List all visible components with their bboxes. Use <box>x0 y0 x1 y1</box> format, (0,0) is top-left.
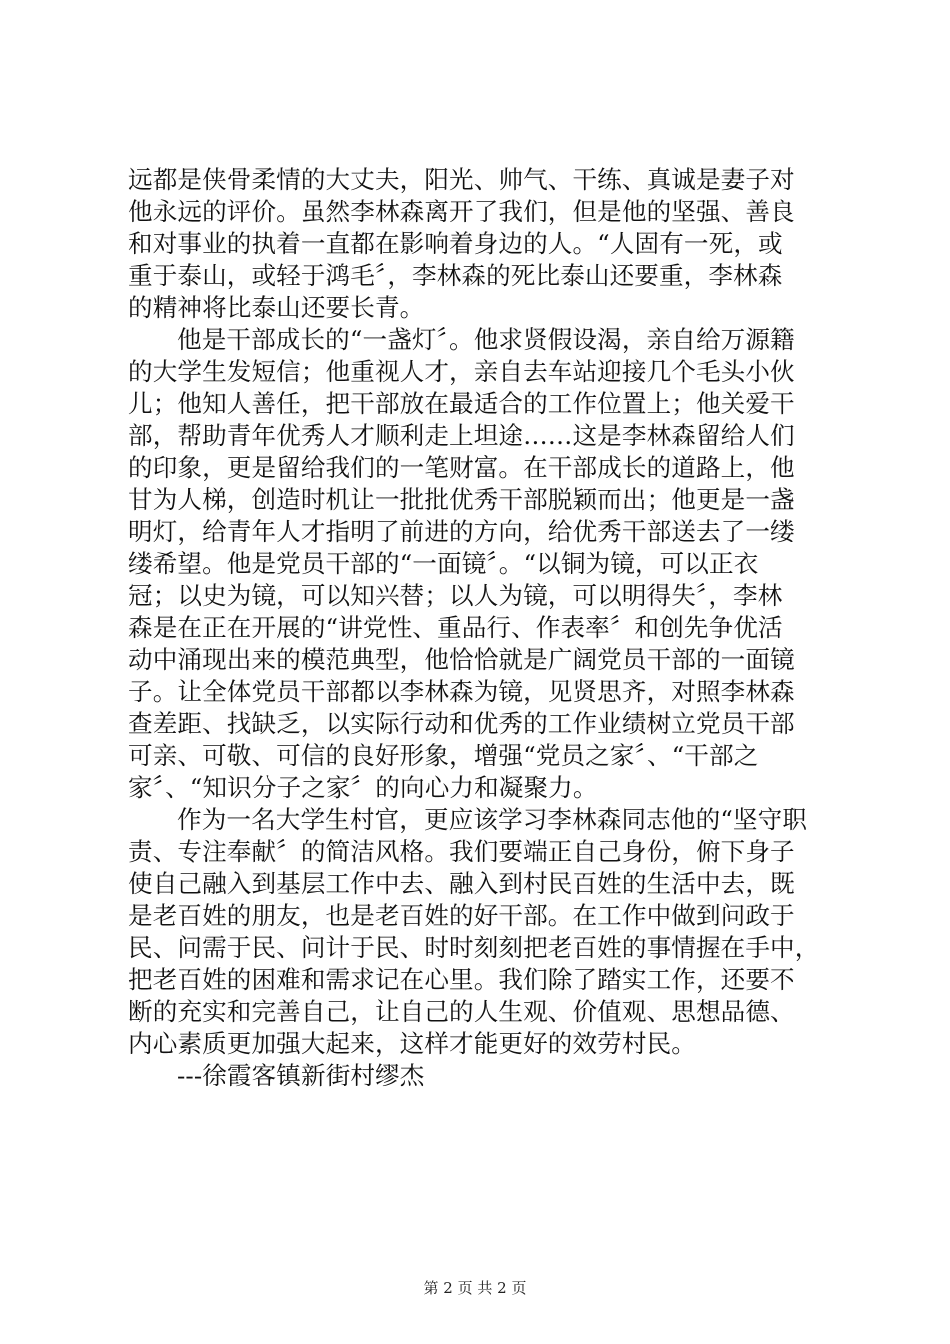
page-number-footer: 第 2 页 共 2 页 <box>423 1279 527 1297</box>
body-text <box>128 164 848 1092</box>
text-line: 的大学生发短信；他重视人才，亲自去车站迎接几个毛头小伙 <box>128 357 795 386</box>
text-line: 家〞、“知识分子之家〞的向心力和凝聚力。 <box>128 773 598 802</box>
text-line: 责、专注奉献〞的简洁风格。我们要端正自己身份，俯下身子 <box>128 837 795 866</box>
text-line: 民、问需于民、问计于民、时时刻刻把老百姓的事情握在手中， <box>128 933 820 962</box>
text-line: 明灯，给青年人才指明了前进的方向，给优秀干部送去了一缕 <box>128 517 795 546</box>
text-line: 他永远的评价。虽然李林森离开了我们，但是他的坚强、善良 <box>128 197 795 226</box>
text-line: 缕希望。他是党员干部的“一面镜〞。“以铜为镜，可以正衣 <box>128 549 759 578</box>
signature-line: ---徐霞客镇新街村缪杰 <box>177 1061 425 1090</box>
text-line: 部，帮助青年优秀人才顺利走上坦途……这是李林森留给人们 <box>128 421 795 450</box>
text-line: 动中涌现出来的模范典型，他恰恰就是广阔党员干部的一面镜 <box>128 645 795 674</box>
text-line: 儿；他知人善任，把干部放在最适合的工作位置上；他关爱干 <box>128 389 795 418</box>
text-line: 的精神将比泰山还要长青。 <box>128 293 425 322</box>
text-line: 查差距、找缺乏，以实际行动和优秀的工作业绩树立党员干部 <box>128 709 795 738</box>
text-line: 甘为人梯，创造时机让一批批优秀干部脱颖而出；他更是一盏 <box>128 485 795 514</box>
text-line: 可亲、可敬、可信的良好形象，增强“党员之家〞、“干部之 <box>128 741 759 770</box>
text-line: 和对事业的执着一直都在影响着身边的人。“人固有一死，或 <box>128 229 783 258</box>
text-line: 是老百姓的朋友，也是老百姓的好干部。在工作中做到问政于 <box>128 901 795 930</box>
text-line: 的印象，更是留给我们的一笔财富。在干部成长的道路上，他 <box>128 453 795 482</box>
text-line: 远都是侠骨柔情的大丈夫，阳光、帅气、干练、真诚是妻子对 <box>128 165 795 194</box>
text-line: 使自己融入到基层工作中去、融入到村民百姓的生活中去，既 <box>128 869 795 898</box>
text-line: 断的充实和完善自己，让自己的人生观、价值观、思想品德、 <box>128 997 795 1026</box>
text-line: 森是在正在开展的“讲党性、重品行、作表率〞和创先争优活 <box>128 613 783 642</box>
paragraph-start-line: 他是干部成长的“一盏灯〞。他求贤假设渴，亲自给万源籍 <box>177 325 795 354</box>
text-line: 重于泰山，或轻于鸿毛〞，李林森的死比泰山还要重，李林森 <box>128 261 783 290</box>
text-line: 冠；以史为镜，可以知兴替；以人为镜，可以明得失〞，李林 <box>128 581 783 610</box>
text-line: 把老百姓的困难和需求记在心里。我们除了踏实工作，还要不 <box>128 965 795 994</box>
text-line: 内心素质更加强大起来，这样才能更好的效劳村民。 <box>128 1029 696 1058</box>
paragraph-start-line: 作为一名大学生村官，更应该学习李林森同志他的“坚守职 <box>177 805 808 834</box>
text-line: 子。让全体党员干部都以李林森为镜，见贤思齐，对照李林森 <box>128 677 795 706</box>
